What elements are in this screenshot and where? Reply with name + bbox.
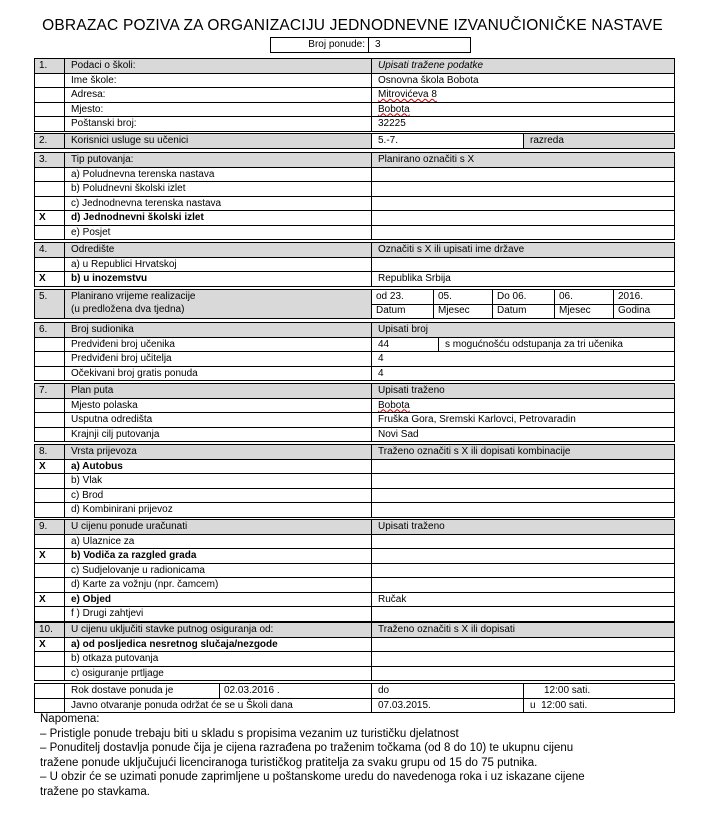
students-count[interactable]: 44 [371, 338, 438, 352]
year-caption: Godina [613, 304, 674, 318]
option-value[interactable] [371, 564, 674, 578]
month-caption: Mjesec [433, 304, 492, 318]
deadline-time[interactable]: 12:00 sati. [523, 684, 674, 698]
option-label: d) Karte za vožnju (npr. čamcem) [64, 578, 371, 592]
section-users [34, 133, 675, 149]
offer-number-value[interactable]: 3 [375, 39, 381, 50]
section-instruction: Označiti s X ili upisati ime države [371, 243, 674, 257]
option-label: c) osiguranje prtljage [64, 667, 371, 681]
year[interactable]: 2016. [613, 290, 674, 304]
section-number: 3. [39, 154, 48, 165]
month-from[interactable]: 05. [433, 290, 492, 304]
section-instruction: Upisati traženo [371, 520, 674, 534]
section-instruction: Traženo označiti s X ili dopisati [371, 623, 674, 637]
x-mark[interactable] [35, 226, 64, 240]
opening-date[interactable]: 07.03.2015. [371, 699, 523, 713]
section-number: 8. [39, 446, 48, 457]
section-transport [34, 444, 675, 518]
field-label: Usputna odredišta [64, 413, 371, 427]
section-instruction: Upisati tražene podatke [371, 59, 674, 73]
final-destination-value[interactable]: Novi Sad [371, 428, 674, 442]
date-caption: Datum [492, 304, 554, 318]
section-number: 5. [39, 291, 48, 302]
section-number: 4. [39, 244, 48, 255]
school-address-value[interactable]: Mitrovićeva 8 [371, 88, 674, 102]
option-label: a) u Republici Hrvatskoj [64, 258, 371, 272]
school-name-value[interactable]: Osnovna škola Bobota [371, 74, 674, 88]
x-mark[interactable] [35, 503, 64, 517]
option-label: a) Poludnevna terenska nastava [64, 168, 371, 182]
notes-line: tražene ponude uključujući licenciranoga turističkog pratitelja za svaku grupu od 15 do 75 putnika. [40, 756, 538, 769]
month-to[interactable]: 06. [554, 290, 613, 304]
x-mark[interactable] [35, 564, 64, 578]
option-label: e) Objed [64, 593, 371, 607]
option-label: b) otkaza putovanja [64, 652, 371, 666]
option-label: d) Kombinirani prijevoz [64, 503, 371, 517]
option-label: d) Jednodnevni školski izlet [64, 211, 371, 225]
x-mark[interactable]: X [39, 593, 46, 605]
option-label: f ) Drugi zahtjevi [64, 607, 371, 621]
x-mark[interactable] [35, 652, 64, 666]
grades-suffix: razreda [523, 134, 674, 148]
section-participants [34, 322, 675, 381]
x-mark[interactable] [35, 258, 64, 272]
x-mark[interactable] [35, 607, 64, 621]
option-label: b) Vodiča za razgled grada [64, 549, 371, 563]
option-value[interactable] [371, 578, 674, 592]
section-time [34, 289, 675, 319]
notes-title: Napomena: [40, 713, 100, 725]
x-mark[interactable] [35, 489, 64, 503]
deadline-label: Rok dostave ponuda je [64, 684, 219, 698]
option-value[interactable] [371, 258, 674, 272]
deadlines-table [34, 683, 675, 713]
option-value[interactable] [371, 607, 674, 621]
date-caption: Datum [371, 304, 433, 318]
postal-code-value[interactable]: 32225 [371, 117, 674, 131]
x-mark[interactable]: X [39, 212, 46, 223]
date-to[interactable]: Do 06. [492, 290, 554, 304]
option-label: a) od posljedica nesretnog slučaja/nezgode [64, 638, 371, 652]
option-label: b) Vlak [64, 474, 371, 488]
option-value[interactable] [371, 638, 674, 652]
section-number: 2. [39, 135, 48, 146]
option-value[interactable] [371, 168, 674, 182]
date-from[interactable]: od 23. [371, 290, 433, 304]
section-instruction: Upisati broj [371, 323, 674, 337]
grades-value[interactable]: 5.-7. [371, 134, 523, 148]
option-value[interactable] [371, 226, 674, 240]
section-number: 7. [39, 385, 48, 396]
gratis-count[interactable]: 4 [371, 367, 674, 381]
offer-number-label: Broj ponude: [271, 38, 369, 52]
x-mark[interactable] [35, 474, 64, 488]
teachers-count[interactable]: 4 [371, 352, 674, 366]
section-heading: Plan puta [64, 384, 371, 398]
section-heading: Korisnici usluge su učenici [64, 134, 371, 148]
section-destination [34, 242, 675, 287]
form-title: OBRAZAC POZIVA ZA ORGANIZACIJU JEDNODNEVNE IZVANUČIONIČKE NASTAVE [42, 17, 663, 34]
section-heading: Podaci o školi: [64, 59, 371, 73]
section-instruction: Traženo označiti s X ili dopisati kombinacije [371, 445, 674, 459]
opening-label: Javno otvaranje ponuda održat će se u Školi dana [64, 699, 371, 713]
option-label: b) u inozemstvu [64, 272, 371, 286]
x-mark[interactable]: X [39, 638, 46, 650]
option-value[interactable] [371, 652, 674, 666]
school-place-value[interactable]: Bobota [371, 103, 674, 117]
section-number: 1. [39, 60, 48, 71]
option-value[interactable] [371, 182, 674, 196]
x-mark[interactable] [35, 168, 64, 182]
option-value[interactable] [371, 460, 674, 474]
option-value[interactable] [371, 549, 674, 563]
option-value[interactable] [371, 535, 674, 549]
section-number: 10. [39, 624, 53, 635]
section-number: 9. [39, 521, 48, 532]
option-value[interactable] [371, 489, 674, 503]
departure-value[interactable]: Bobota [371, 399, 674, 413]
field-label: Predviđeni broj učitelja [64, 352, 371, 366]
option-label: b) Poludnevni školski izlet [64, 182, 371, 196]
notes [40, 712, 680, 800]
x-mark[interactable] [35, 182, 64, 196]
notes-line: tražene po stavkama. [40, 785, 150, 798]
deadline-date[interactable]: 02.03.2016 . [219, 684, 371, 698]
section-number: 6. [39, 324, 48, 335]
country-value[interactable]: Republika Srbija [371, 272, 674, 286]
x-mark[interactable]: X [39, 273, 46, 284]
x-mark[interactable] [35, 197, 64, 211]
deadline-until: do [371, 684, 523, 698]
section-instruction: Planirano označiti s X [371, 153, 674, 167]
field-label: Poštanski broj: [64, 117, 371, 131]
section-insurance [34, 622, 675, 681]
notes-line: – Ponuditelj dostavlja ponude čija je cijena razrađena po traženim točkama (od 8 do 10) te ukupnu cijenu [40, 742, 574, 755]
notes-line: – Pristigle ponude trebaju biti u skladu s propisima vezanim uz turističku djelatnost [40, 727, 459, 740]
x-mark[interactable] [35, 535, 64, 549]
x-mark[interactable] [35, 667, 64, 681]
x-mark[interactable]: X [39, 460, 46, 472]
field-label: Ime škole: [64, 74, 371, 88]
option-value[interactable] [371, 211, 674, 225]
section-school-data [34, 58, 675, 132]
option-label: e) Posjet [64, 226, 371, 240]
section-heading: Broj sudionika [64, 323, 371, 337]
field-label: Mjesto: [64, 103, 371, 117]
section-route [34, 383, 675, 442]
section-heading: Tip putovanja: [64, 153, 371, 167]
option-value[interactable] [371, 503, 674, 517]
section-price-includes [34, 519, 675, 622]
field-label: Adresa: [64, 88, 371, 102]
option-label: a) Ulaznice za [64, 535, 371, 549]
section-instruction: Upisati traženo [371, 384, 674, 398]
x-mark[interactable]: X [39, 550, 46, 561]
waypoints-value[interactable]: Fruška Gora, Sremski Karlovci, Petrovaradin [371, 413, 674, 427]
x-mark[interactable] [35, 578, 64, 592]
section-trip-type [34, 152, 675, 240]
students-note[interactable]: s mogućnošću odstupanja za tri učenika [438, 338, 674, 352]
opening-time[interactable]: u 12:00 sati. [523, 699, 674, 713]
meal-value[interactable]: Ručak [371, 593, 674, 607]
offer-number-box [270, 37, 471, 53]
field-label: Mjesto polaska [64, 399, 371, 413]
field-label: Predviđeni broj učenika [64, 338, 371, 352]
option-value[interactable] [371, 197, 674, 211]
option-label: a) Autobus [64, 460, 371, 474]
option-label: c) Jednodnevna terenska nastava [64, 197, 371, 211]
notes-line: – U obzir će se uzimati ponude zaprimljene u poštanskome uredu do navedenoga roka i uz iskazane cijene [40, 771, 585, 784]
month-caption: Mjesec [554, 304, 613, 318]
section-heading: Planirano vrijeme realizacije (u predložena dva tjedna) [64, 290, 371, 318]
field-label: Krajnji cilj putovanja [64, 428, 371, 442]
option-value[interactable] [371, 474, 674, 488]
option-label: c) Sudjelovanje u radionicama [64, 564, 371, 578]
section-heading: Vrsta prijevoza [64, 445, 371, 459]
section-heading: U cijenu uključiti stavke putnog osiguranja od: [64, 623, 371, 637]
option-label: c) Brod [64, 489, 371, 503]
section-heading: U cijenu ponude uračunati [64, 520, 371, 534]
field-label: Očekivani broj gratis ponuda [64, 367, 371, 381]
option-value[interactable] [371, 667, 674, 681]
section-heading: Odredište [64, 243, 371, 257]
